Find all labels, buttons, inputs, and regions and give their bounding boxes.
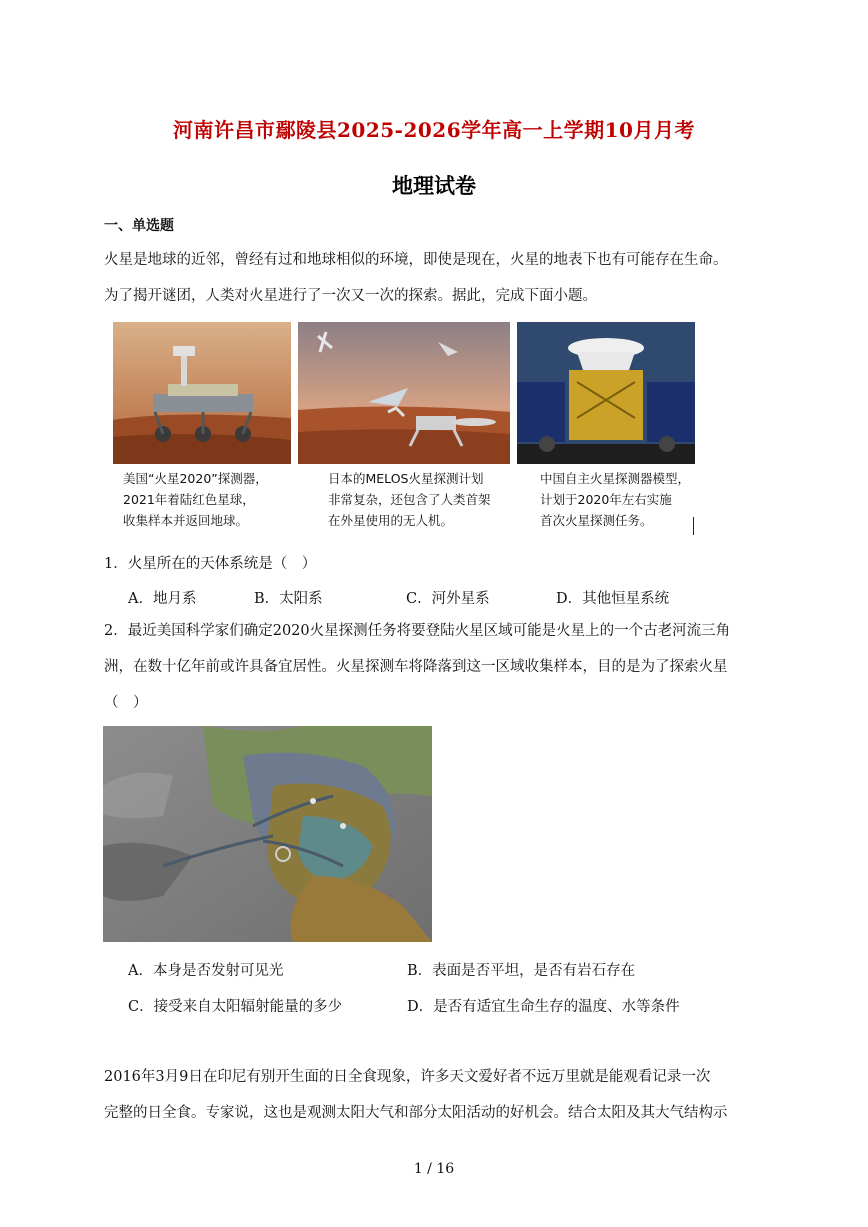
passage-line: 2016年3月9日在印尼有别开生面的日全食现象，许多天文爱好者不远万里就是能观看记录一次 [104,1069,711,1085]
q1-stem: 1．火星所在的天体系统是（ ） [104,556,317,572]
figure-caption-melos: 日本的MELOS火星探测计划 非常复杂，还包含了人类首架 在外星使用的无人机。 [328,471,491,528]
q1-option-b[interactable]: B．太阳系 [254,591,323,607]
intro-line: 为了揭开谜团，人类对火星进行了一次又一次的探索。据此，完成下面小题。 [104,288,597,304]
mars-river-delta-image [103,726,432,942]
q2-stem-line: 2．最近美国科学家们确定2020火星探测任务将要登陆火星区域可能是火星上的一个古老河流三角 [104,623,731,639]
q2-stem [104,613,768,721]
q2-stem-line: 洲，在数十亿年前或许具备宜居性。火星探测车将降落到这一区域收集样本，目的是为了探索火星 [104,659,728,675]
exam-title: 河南许昌市鄢陵县2025-2026学年高一上学期10月月考 [173,118,695,142]
q2-stem-line: （ ） [104,695,148,711]
q2-option-c[interactable]: C．接受来自太阳辐射能量的多少 [128,999,343,1015]
exam-subtitle: 地理试卷 [392,173,476,198]
china-mars-probe-model-photo [517,322,695,464]
figure-caption-us-rover: 美国“火星2020”探测器， 2021年着陆红色星球， 收集样本并返回地球。 [123,471,268,528]
q2-option-a[interactable]: A．本身是否发射可见光 [128,963,284,979]
melos-mission-photo [298,322,510,464]
solar-eclipse-passage [104,1059,768,1131]
section-label: 一、单选题 [104,218,174,234]
intro-line: 火星是地球的近邻，曾经有过和地球相似的环境，即使是现在，火星的地表下也有可能存在生命。 [104,252,728,268]
q1-option-a[interactable]: A．地月系 [128,591,197,607]
q1-option-d[interactable]: D．其他恒星系统 [556,591,670,607]
mars-rover-photo [113,322,291,464]
q1-option-c[interactable]: C．河外星系 [406,591,490,607]
text-cursor-mark [693,517,694,535]
page-number: 1 / 16 [413,1161,455,1177]
q2-option-d[interactable]: D．是否有适宜生命生存的温度、水等条件 [407,999,680,1015]
figure-caption-china-probe: 中国自主火星探测器模型， 计划于2020年左右实施 首次火星探测任务。 [540,471,691,528]
passage-line: 完整的日全食。专家说，这也是观测太阳大气和部分太阳活动的好机会。结合太阳及其大气结构示 [104,1105,728,1121]
mars-probe-figures [113,322,695,536]
q2-option-b[interactable]: B．表面是否平坦，是否有岩石存在 [407,963,636,979]
intro-paragraph [104,242,768,314]
